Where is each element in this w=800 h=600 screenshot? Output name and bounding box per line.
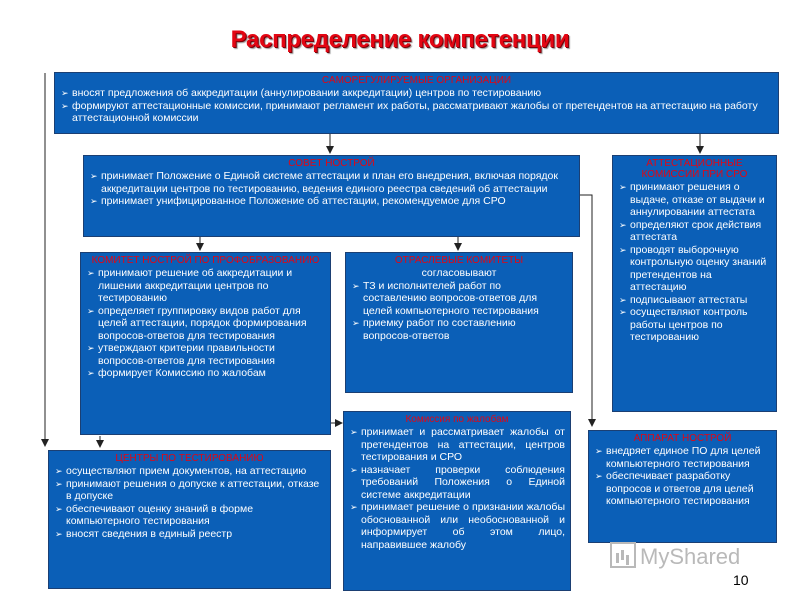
nostroy-apparatus-header: АППАРАТ НОСТРОЙ [633, 433, 732, 444]
list-item: ➢ обеспечивает разработку вопросов и ответов для целей компьютерного тестирования [595, 470, 754, 507]
testing-centers-box [48, 450, 331, 589]
arrow-council-to-apparatus [580, 195, 592, 426]
arrow-bullet-icon: ➢ [350, 502, 358, 512]
industry-committees-header: ОТРАСЛЕВЫЕ КОМИТЕТЫ [394, 255, 524, 266]
complaints-commission-header: Комиссия по жалобам [405, 414, 509, 425]
watermark-logo: MyShared [610, 542, 760, 572]
arrow-bullet-icon: ➢ [87, 305, 95, 316]
slide-title: Распределение компетенции [230, 26, 570, 53]
arrow-bullet-icon: ➢ [87, 368, 95, 378]
list-item: ➢ подписывают аттестаты [619, 293, 748, 306]
arrow-bullet-icon: ➢ [55, 528, 63, 539]
list-item: ➢ приемку работ по составлению вопросов-ответов [352, 317, 516, 342]
nostroy-apparatus-box [588, 430, 777, 543]
presentation-chart-icon [610, 542, 636, 568]
education-committee-box [80, 252, 331, 435]
industry-committees-subheader: согласовывают [421, 267, 497, 279]
list-item: ➢ обеспечивают оценку знаний в форме компьютерного тестирования [55, 502, 254, 527]
nostroy-council-box [83, 155, 580, 237]
arrow-bullet-icon: ➢ [619, 244, 627, 255]
arrow-bullet-icon: ➢ [595, 471, 603, 481]
complaints-commission-box [343, 411, 571, 591]
education-committee-header: КОМИТЕТ НОСТРОЙ ПО ПРОФОБРАЗОВАНИЮ [91, 255, 320, 266]
arrow-bullet-icon: ➢ [61, 100, 69, 111]
nostroy-council-header: СОВЕТ НОСТРОЙ [288, 158, 375, 169]
arrow-bullet-icon: ➢ [61, 88, 69, 98]
list-item: ➢ ТЗ и исполнителей работ по составлению вопросов-ответов для целей компьютерного тестирования [352, 279, 539, 317]
arrow-bullet-icon: ➢ [55, 478, 63, 489]
arrow-bullet-icon: ➢ [87, 268, 95, 278]
page-number: 10 [733, 572, 749, 588]
arrow-bullet-icon: ➢ [55, 466, 63, 476]
arrow-bullet-icon: ➢ [90, 171, 98, 181]
list-item: ➢ принимает унифицированное Положение об аттестации, рекомендуемое для СРО [90, 195, 506, 207]
list-item: ➢ принимают решения о выдаче, отказе от выдачи и аннулировании аттестата [619, 181, 765, 218]
list-item: ➢ осуществляют контроль работы центров по тестированию [619, 306, 748, 343]
testing-centers-header: ЦЕНТРЫ ПО ТЕСТИРОВАНИЮ [115, 453, 264, 464]
list-item: ➢ формирует Комиссию по жалобам [87, 367, 266, 379]
list-item: ➢ проводят выборочную контрольную оценку знаний претендентов на аттестацию [619, 243, 767, 293]
arrow-bullet-icon: ➢ [619, 307, 627, 317]
arrow-bullet-icon: ➢ [619, 294, 627, 305]
list-item: ➢ определяет группировку видов работ для целей аттестации, порядок формирования вопросов-ответов для тестирования [87, 304, 307, 342]
arrow-bullet-icon: ➢ [350, 427, 358, 437]
list-item: ➢ внедряет единое ПО для целей компьютерного тестирования [595, 445, 761, 470]
industry-committees-box [345, 252, 573, 393]
arrow-bullet-icon: ➢ [87, 343, 95, 353]
arrow-bullet-icon: ➢ [90, 196, 98, 206]
list-item: ➢ осуществляют прием документов, на аттестацию [55, 465, 307, 477]
arrow-bullet-icon: ➢ [619, 219, 627, 230]
list-item: ➢ принимают решение об аккредитации и лишении аккредитации центров по тестированию [87, 267, 293, 304]
sro-header: САМОРЕГУЛИРУЕМЫЕ ОРГАНИЗАЦИИ [321, 75, 512, 86]
list-item: ➢ утверждают критерии правильности вопросов-ответов для тестирования [87, 342, 275, 367]
arrow-bullet-icon: ➢ [352, 318, 360, 328]
list-item: ➢ принимает решение о признании жалобы обоснованной или необоснованной и информирует об этом лицо, направившее жалобу [350, 501, 565, 551]
list-item: ➢ принимают решения о допуске к аттестации, отказе в допуске [55, 477, 320, 502]
list-item: ➢ назначает проверки соблюдения требований Положения о Единой системе аккредитации [350, 463, 565, 501]
sro-box [54, 72, 779, 134]
list-item: ➢ принимает и рассматривает жалобы от претендентов на аттестации, центров тестирования и СРО [350, 426, 565, 463]
list-item: ➢ вносят предложения об аккредитации (аннулировании аккредитации) центров по тестированию [61, 87, 542, 99]
list-item: ➢ определяют срок действия аттестата [619, 218, 762, 243]
attestation-commissions-header: АТТЕСТАЦИОННЫЕ КОМИССИИ ПРИ СРО [641, 158, 748, 180]
arrow-bullet-icon: ➢ [55, 503, 63, 514]
list-item: ➢ принимает Положение о Единой системе аттестации и план его внедрения, включая порядок аккредитации центров по тестированию, ведения единого реестра сведений об аттестации [90, 170, 558, 195]
list-item: ➢ вносят сведения в единый реестр [55, 527, 233, 540]
arrow-bullet-icon: ➢ [352, 280, 360, 291]
arrow-bullet-icon: ➢ [619, 182, 627, 192]
list-item: ➢ формируют аттестационные комиссии, принимают регламент их работы, рассматривают жалобы от претендентов на аттестацию на работу аттестационной комиссии [61, 99, 758, 124]
arrow-bullet-icon: ➢ [350, 464, 358, 475]
arrow-bullet-icon: ➢ [595, 446, 603, 456]
attestation-commissions-box [612, 155, 777, 412]
